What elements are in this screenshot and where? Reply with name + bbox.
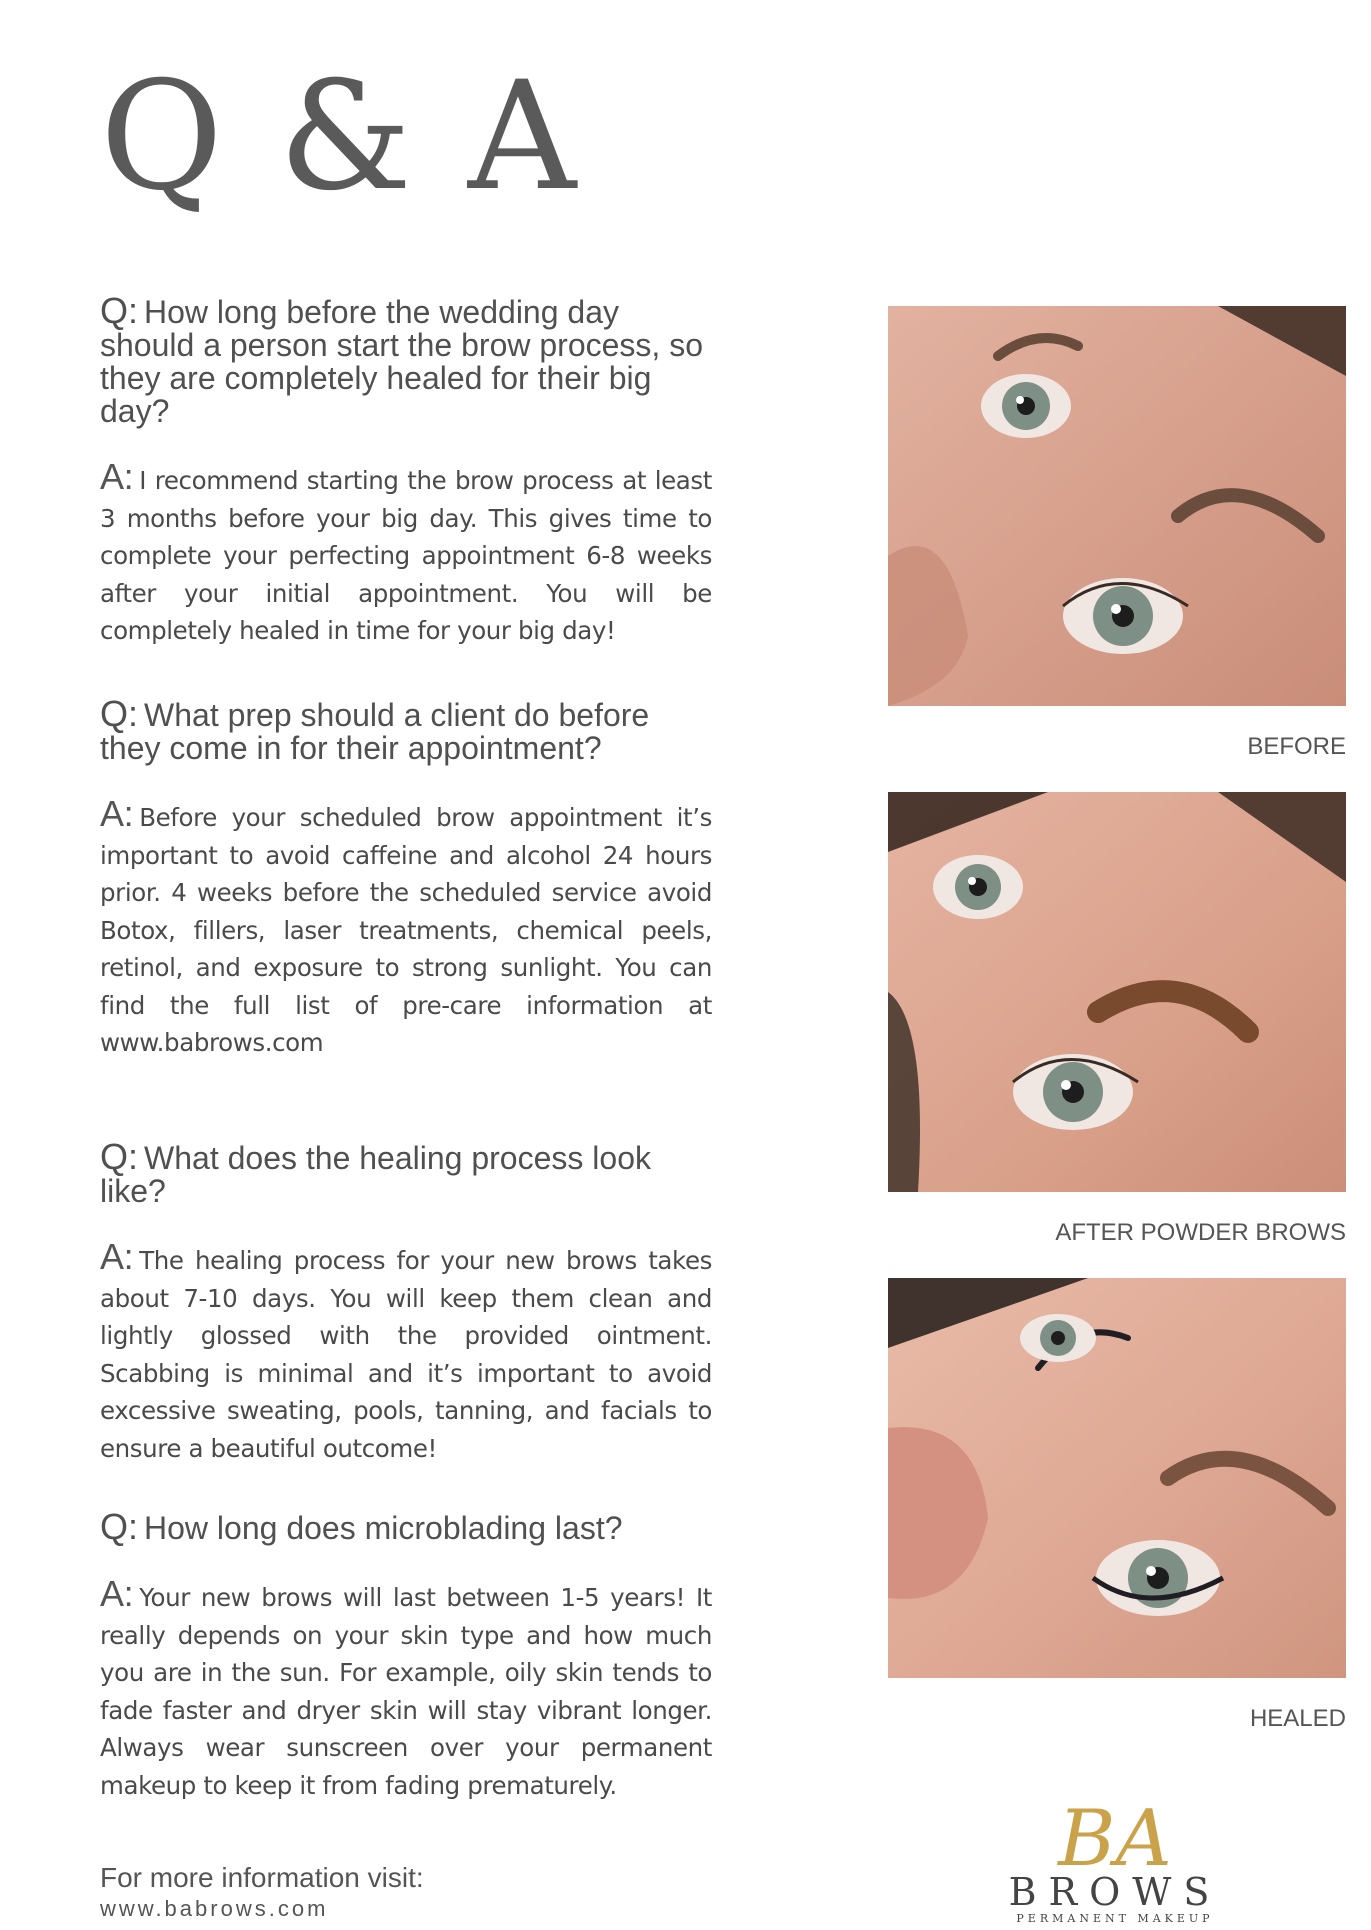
photo-healed (888, 1278, 1346, 1678)
question-text: How long before the wedding day should a person start the brow process, so they are completely healed for their big day? (100, 294, 703, 429)
qa-item-3 (100, 1136, 712, 1467)
answer-tag: A: (100, 1236, 134, 1277)
brand-logo (1000, 1785, 1230, 1925)
answer-4 (100, 1575, 712, 1804)
question-tag: Q: (100, 290, 139, 331)
answer-tag: A: (100, 793, 134, 834)
page-title: Q & A (100, 50, 581, 224)
footer-url[interactable]: www.babrows.com (100, 1896, 329, 1921)
qa-item-1 (100, 290, 712, 650)
question-tag: Q: (100, 1506, 139, 1547)
footer-label: For more information visit: (100, 1862, 424, 1893)
question-text: What prep should a client do before they come in for their appointment? (100, 697, 650, 766)
answer-tag: A: (100, 456, 134, 497)
answer-text: Your new brows will last between 1-5 years! It really depends on your skin type and how much you are in the sun. For example, oily skin tends to fade faster and dryer skin will stay vibrant longer. Always wear sunscreen over your permanent makeup to keep it from fading prematurely. (100, 1583, 712, 1800)
answer-3 (100, 1238, 712, 1467)
logo-icon (1000, 1785, 1230, 1925)
question-1 (100, 290, 712, 429)
answer-tag: A: (100, 1573, 134, 1614)
eye-photo-illustration (888, 1278, 1346, 1678)
answer-text: Before your scheduled brow appointment it’s important to avoid caffeine and alcohol 24 hours prior. 4 weeks before the scheduled service avoid Botox, fillers, laser treatments, chemical peels, retinol, and exposure to strong sunlight. You can find the full list of pre-care information at www.babrows.com (100, 803, 712, 1057)
caption-after-powder-brows: AFTER POWDER BROWS (1055, 1219, 1346, 1246)
logo-tagline: PERMANENT MAKEUP (1016, 1912, 1214, 1925)
photo-before (888, 306, 1346, 706)
question-text: What does the healing process look like? (100, 1140, 651, 1209)
answer-text: The healing process for your new brows takes about 7-10 days. You will keep them clean and lightly glossed with the provided ointment. Scabbing is minimal and it’s important to avoid excessive sweating, pools, tanning, and facials to ensure a beautiful outcome! (100, 1246, 712, 1463)
question-3 (100, 1136, 712, 1209)
question-tag: Q: (100, 693, 139, 734)
answer-text: I recommend starting the brow process at least 3 months before your big day. This gives time to complete your perfecting appointment 6-8 weeks after your initial appointment. You will be completely healed in time for your big day! (100, 466, 712, 645)
question-4 (100, 1506, 712, 1547)
caption-healed: HEALED (1249, 1705, 1346, 1732)
question-2 (100, 693, 712, 766)
caption-before: BEFORE (1247, 733, 1346, 760)
photo-after-powder-brows (888, 792, 1346, 1192)
eye-photo-illustration (888, 792, 1346, 1192)
eye-photo-illustration (888, 306, 1346, 706)
logo-name: BROWS (1008, 1870, 1222, 1914)
answer-1 (100, 458, 712, 650)
question-text: How long does microblading last? (144, 1510, 623, 1546)
question-tag: Q: (100, 1136, 139, 1177)
qa-item-4 (100, 1506, 712, 1804)
qa-item-2 (100, 693, 712, 1062)
logo-monogram: BA (1058, 1794, 1172, 1884)
answer-2 (100, 795, 712, 1062)
